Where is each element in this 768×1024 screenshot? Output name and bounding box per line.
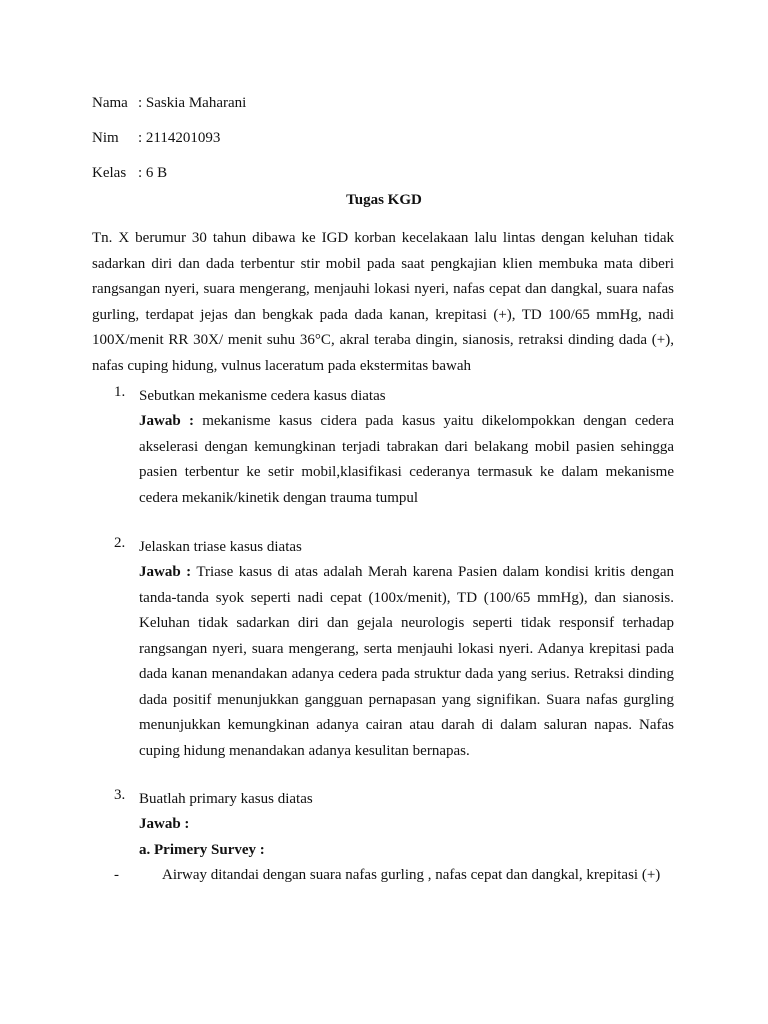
case-description: Tn. X berumur 30 tahun dibawa ke IGD korban kecelakaan lalu lintas dengan keluhan tidak sadarkan diri dan dada terbentur stir mobil pada saat pengkajian klien membuka mata diberi rangsangan nyeri, suara mengerang, menjauhi lokasi nyeri, nafas cepat dan dangkal, suara nafas gurling, terdapat jejas dan bengkak pada dada kanan, krepitasi (+), TD 100/65 mmHg, nadi 100X/menit RR 30X/ menit suhu 36°C, akral teraba dingin, sianosis, retraksi dinding dada (+), nafas cuping hidung, vulnus laceratum pada ekstermitas bawah [92,230,674,374]
question-text: Sebutkan mekanisme cedera kasus diatas [139,388,386,404]
class-row [92,156,246,191]
question-number: 1. [114,384,126,400]
name-row [92,86,246,121]
answer-label: Jawab : [139,816,190,832]
document-title: Tugas KGD [346,192,422,208]
list-item-text: Airway ditandai dengan suara nafas gurling , nafas cepat dan dangkal, krepitasi (+) [162,867,661,883]
question-2 [114,535,674,764]
answer-text [139,409,674,511]
answer-body: mekanisme kasus cidera pada kasus yaitu dikelompokkan dengan cedera akselerasi dengan kemungkinan terjadi tabrakan dari belakang mobil pasien sehingga pasien terbentur ke setir mobil,klasifikasi cederanya termasuk ke dalam mekanisme cedera mekanik/kinetik dengan trauma tumpul [139,413,674,506]
nim-row [92,121,246,156]
question-text: Buatlah primary kasus diatas [139,791,313,807]
answer-label: Jawab : [139,413,194,429]
question-3 [114,787,674,889]
nim-label: Nim [92,130,119,146]
answer-text [139,560,674,764]
name-value: : Saskia Maharani [138,95,247,111]
primary-survey-heading: a. Primery Survey : [139,841,265,858]
class-label: Kelas [92,165,127,181]
question-number: 2. [114,535,126,551]
nim-value: : 2114201093 [138,130,221,146]
question-number: 3. [114,787,126,803]
list-dash: - [114,867,119,883]
class-value: : 6 B [138,165,168,181]
question-text: Jelaskan triase kasus diatas [139,539,302,555]
name-label: Nama [92,95,128,111]
answer-label: Jawab : [139,564,192,580]
list-item [114,863,674,889]
answer-body: Triase kasus di atas adalah Merah karena Pasien dalam kondisi kritis dengan tanda-tanda syok seperti nadi cepat (100x/menit), TD (100/65 mmHg), dan sianosis. Keluhan tidak sadarkan diri dan gejala neurologis seperti tidak responsif terhadap rangsangan nyeri, suara mengerang, serta menjauhi lokasi nyeri. Adanya krepitasi pada dada kanan menandakan adanya cedera pada struktur dada yang serius. Retraksi dinding dada positif menunjukkan gangguan pernapasan yang signifikan. Suara nafas gurgling menunjukkan kemungkinan adanya cairan atau darah di dalam saluran napas. Nafas cuping hidung menandakan adanya kesulitan bernapas. [139,564,674,759]
student-info [92,86,246,191]
question-1 [114,384,674,511]
